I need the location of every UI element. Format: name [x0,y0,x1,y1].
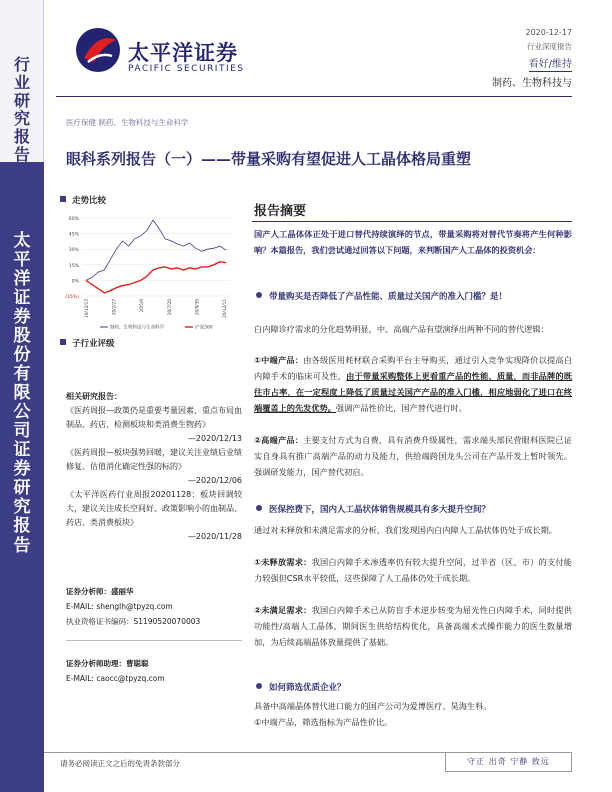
summary-paragraph [254,432,572,480]
y-tick-label: (15%) [65,295,79,300]
summary-paragraph: 通过对未释放和未满足需求的分析，我们发现国内白内障人工晶状体仍处于成长期。 [254,525,557,535]
sidebar-char: 行 [13,55,30,74]
trend-heading [60,194,106,206]
brand-name: 太平洋证券 [128,41,238,65]
industry-label: 制药、生物科技与 [492,78,572,89]
footer-motto: 守正 出奇 宁静 致远 [445,752,572,772]
sidebar-char: 公 [13,402,31,423]
assistant-line [66,656,242,671]
summary-paragraph [254,602,572,650]
sidebar-char: 券 [13,459,31,480]
sidebar-char: 业 [13,72,30,92]
summary-heading: 报告摘要 [254,204,307,219]
legend-label: 沪深300 [195,325,213,331]
para-text: 由各级医用耗材联合采购平台主导购买，通过引入竞争实现降价以提高白内障手术的临床可及性， [254,355,572,381]
summary-paragraph: 白内障诊疗需求的分化趋势明显，中、高端产品有望演绎出两种不同的替代逻辑： [254,324,549,334]
section-square-icon [60,339,66,345]
sidebar-char: 证 [13,440,31,461]
report-type: 行业深度报告 [527,42,572,51]
x-tick-label: 19/12/17 [84,299,89,318]
sidebar-label-bottom [0,232,44,556]
related-item: 《太平洋医药行业周报20201128：板块回调较大，建议关注成长空间好、政策影响小的血制品、药店、类消费板块》 [66,490,242,527]
sidebar-char: 研 [13,90,30,110]
related-item: 《医药周报—政策仍是重要考量因素，重点布局血制品、药店、检测板块和类消费生物药》 [66,406,242,429]
question-2 [256,502,572,518]
related-heading: 相关研究报告： [66,392,122,401]
para-lead: ①中端产品： [254,355,304,365]
breadcrumb: 医疗保健 制药、生物科技与生命科学 [66,118,189,127]
y-tick-label: 0% [71,279,79,285]
summary-paragraph [254,554,572,586]
x-tick-label: 20/12/11 [222,299,227,318]
report-date: 2020-12-17 [525,28,572,37]
sidebar-char: 报 [13,516,31,537]
summary-paragraph [254,352,572,416]
question-2-text: 医保控费下，国内人工晶状体销售规模具有多大提升空间？ [269,505,491,515]
analyst-line [66,584,242,599]
para-lead: ①未释放需求： [254,557,312,567]
related-date: —2020/11/28 [187,532,242,541]
sidebar-label-top [0,56,44,163]
sidebar-char: 券 [13,307,31,328]
sidebar-char: 份 [13,345,31,366]
trend-chart [60,210,236,332]
y-tick-label: 30% [68,248,79,254]
rating-badge: 看好/维持 [529,55,572,72]
para-text: 主要支付方式为自费，具有消费升级属性，需求端头部民营眼科医院已证实自身具有推广高端产品的动力及能力，供给端跨国龙头公司在产品开发上暂时领先。强调研发能力，国产替代初启。 [254,435,572,477]
sidebar-char: 究 [13,497,31,518]
sidebar-char: 股 [13,326,31,347]
section-square-icon [60,196,66,202]
para-lead: ②高端产品： [254,435,304,445]
related-date: —2020/12/13 [187,434,242,443]
sidebar-char: 洋 [13,269,31,290]
legend-label: 制药、生物科技与生命科学 [110,325,164,331]
sidebar-char: 司 [13,421,31,442]
sidebar-char: 究 [13,108,30,128]
brand-name-en: PACIFIC SECURITIES [128,64,245,74]
summary-paragraph: 具备中高端晶体替代进口能力的国产公司为爱博医疗、昊海生科。 [254,701,492,711]
sub-rating-heading [60,337,115,349]
sidebar-char: 太 [13,231,31,251]
summary-paragraph: ①中端产品，筛选指标为产品性价比。 [254,717,393,727]
trend-heading-label: 走势比较 [72,196,107,206]
analyst-label: 证券分析师： [66,587,111,596]
x-tick-label: 20/7/20 [166,299,172,316]
analyst-name: 盛丽华 [111,587,134,596]
analyst-email[interactable]: E-MAIL: shenglh@tpyzq.com [66,602,173,611]
para-text: 我国白内障手术已从防盲手术逆步转变为屈光性白内障手术，同时提供功能性/高端人工晶体，期间医生供给结构优化，具备高端术式操作能力的医生数量增加，为后续高端晶体放量提供了基础。 [254,605,572,647]
y-tick-label: 60% [68,217,79,222]
para-text: 我国白内障手术渗透率仍有较大提升空间，过半省（区、市）的支付能力较强但CSR水平较低，这些保障了人工晶体仍处于成长期。 [254,557,572,583]
question-1 [256,289,572,305]
related-date: —2020/12/06 [187,476,242,485]
analyst-divider [66,640,242,641]
sidebar-char: 证 [13,288,31,309]
para-lead: ②未满足需求： [254,605,312,615]
assistant-block [66,656,242,686]
footer-disclaimer: 请务必阅读正文之后的免责条款部分 [60,759,180,768]
related-reports [66,390,242,544]
bullet-icon [256,292,262,298]
assistant-label: 证券分析师助理： [66,659,126,668]
sidebar-char: 报 [13,126,30,146]
sidebar-char: 研 [13,478,31,499]
page-title: 眼科系列报告（一）——带量采购有望促进人工晶体格局重塑 [66,150,472,168]
question-3-text: 如何筛选优质企业？ [269,683,346,693]
related-item: 《医药周报—板块强势回暖，建议关注业绩后业绩修复、估值消化确定性强的标的》 [66,448,242,471]
sidebar-char: 有 [13,364,31,385]
y-tick-label: 15% [68,263,79,269]
sub-rating-heading-label: 子行业评级 [72,339,115,349]
sidebar-char: 告 [13,535,31,556]
question-3 [256,680,572,696]
bullet-icon [256,505,262,511]
assistant-email[interactable]: E-MAIL: caocc@tpyzq.com [66,674,165,683]
header-divider [56,96,572,97]
y-tick-label: 45% [68,232,79,238]
assistant-name: 曹聪聪 [126,659,149,668]
series-line-industry [86,220,226,280]
x-tick-label: 20/5/9 [139,299,145,313]
series-line-hs300 [86,262,226,293]
para-text: 强调产品性价比，国产替代进行时。 [335,403,467,413]
x-tick-label: 20/2/27 [111,299,117,316]
x-tick-label: 20/9/30 [194,299,200,316]
sidebar-char: 告 [13,144,30,164]
sidebar-char: 平 [13,250,31,271]
summary-intro: 国产人工晶体体正处于进口替代持续演绎的节点，带量采购将对替代节奏将产生何种影响？本篇报告，我们尝试通过回答以下问题，来判断国产人工晶体的投资机会： [254,229,572,255]
para-underlined: 由于带量采购整体上更看重产品的性能、质量，而非品牌的既往市占率，在一定程度上降低了质量过关国产产品的准入门槛，相应地弱化了进口在终端覆盖上的先发优势。 [254,371,572,413]
bullet-icon [256,683,262,689]
sidebar-char: 限 [13,383,31,404]
analyst-block [66,584,242,629]
question-1-text: 带量购买是否降低了产品性能、质量过关国产的准入门槛？是！ [269,292,508,302]
analyst-cert: 执业资格证书编码：S1190520070003 [66,617,201,626]
summary-divider [252,221,572,222]
